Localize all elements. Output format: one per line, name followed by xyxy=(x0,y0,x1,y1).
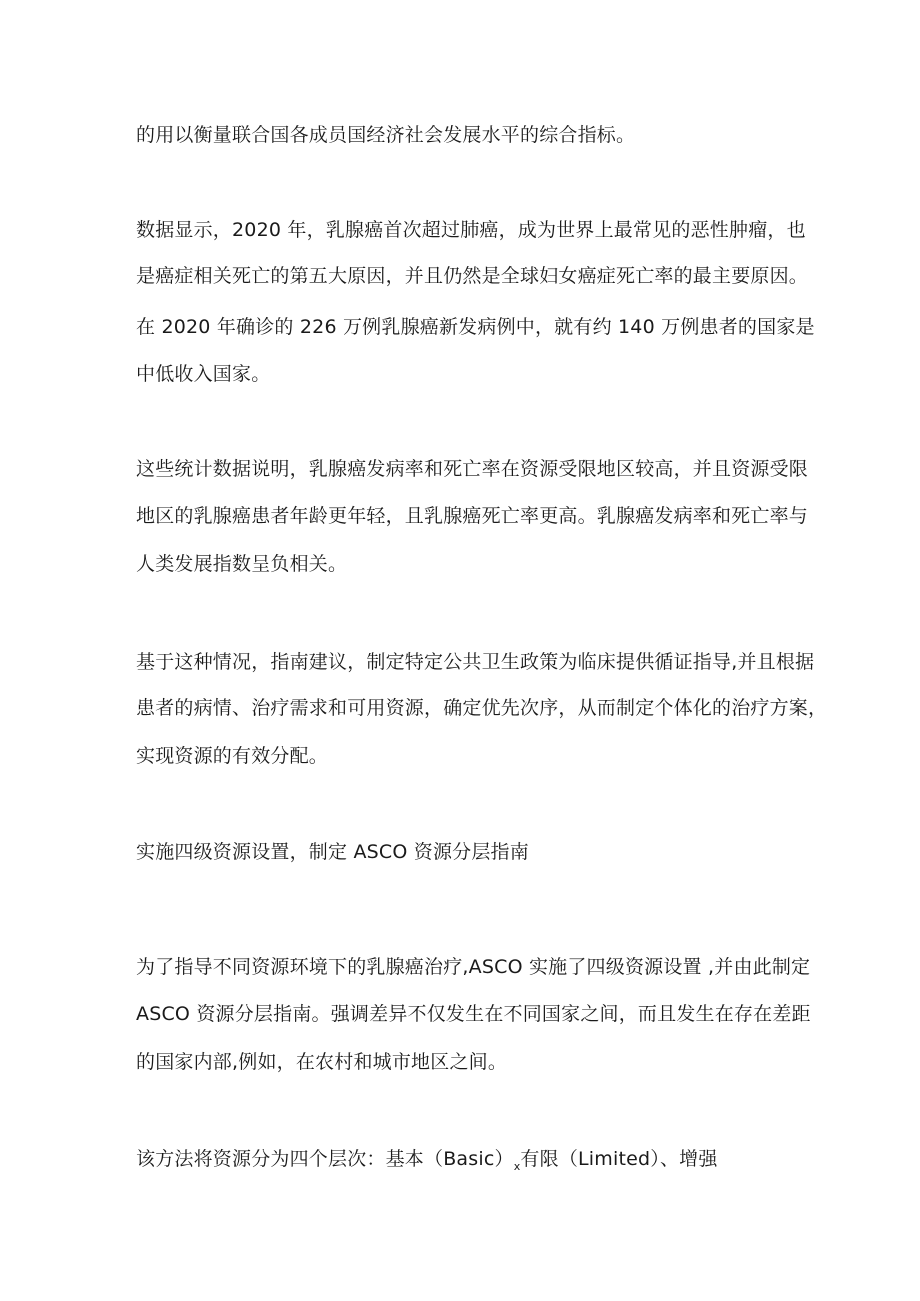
paragraph-line: 为了指导不同资源环境下的乳腺癌治疗,ASCO 实施了四级资源设置 ,并由此制定 xyxy=(136,956,811,978)
paragraph-line: 在 2020 年确诊的 226 万例乳腺癌新发病例中，就有约 140 万例患者的国家是 xyxy=(136,316,815,338)
paragraph-line: 基于这种情况，指南建议，制定特定公共卫生政策为临床提供循证指导,并且根据 xyxy=(136,651,815,673)
paragraph-text: 有限（Limited）、增强 xyxy=(520,1148,718,1170)
paragraph-line: 患者的病情、治疗需求和可用资源，确定优先次序，从而制定个体化的治疗方案， xyxy=(136,697,828,719)
paragraph-line xyxy=(136,1147,718,1179)
section-heading: 实施四级资源设置，制定 ASCO 资源分层指南 xyxy=(136,841,529,863)
paragraph-line: 这些统计数据说明，乳腺癌发病率和死亡率在资源受限地区较高，并且资源受限 xyxy=(136,458,809,480)
paragraph-line: 的用以衡量联合国各成员国经济社会发展水平的综合指标。 xyxy=(136,124,636,146)
paragraph-line: 的国家内部,例如，在农村和城市地区之间。 xyxy=(136,1051,508,1073)
paragraph-line: 人类发展指数呈负相关。 xyxy=(136,553,348,575)
paragraph-line: 实现资源的有效分配。 xyxy=(136,745,329,767)
paragraph-line: 中低收入国家。 xyxy=(136,363,271,385)
paragraph-line: 数据显示，2020 年，乳腺癌首次超过肺癌，成为世界上最常见的恶性肿瘤，也 xyxy=(136,219,806,241)
paragraph-line: 地区的乳腺癌患者年龄更年轻，且乳腺癌死亡率更高。乳腺癌发病率和死亡率与 xyxy=(136,505,809,527)
paragraph-text: 该方法将资源分为四个层次：基本（Basic） xyxy=(136,1148,514,1170)
subscript-mark: x xyxy=(513,1160,521,1173)
paragraph-line: 是癌症相关死亡的第五大原因，并且仍然是全球妇女癌症死亡率的最主要原因。 xyxy=(136,265,809,287)
paragraph-line: ASCO 资源分层指南。强调差异不仅发生在不同国家之间，而且发生在存在差距 xyxy=(136,1003,811,1025)
